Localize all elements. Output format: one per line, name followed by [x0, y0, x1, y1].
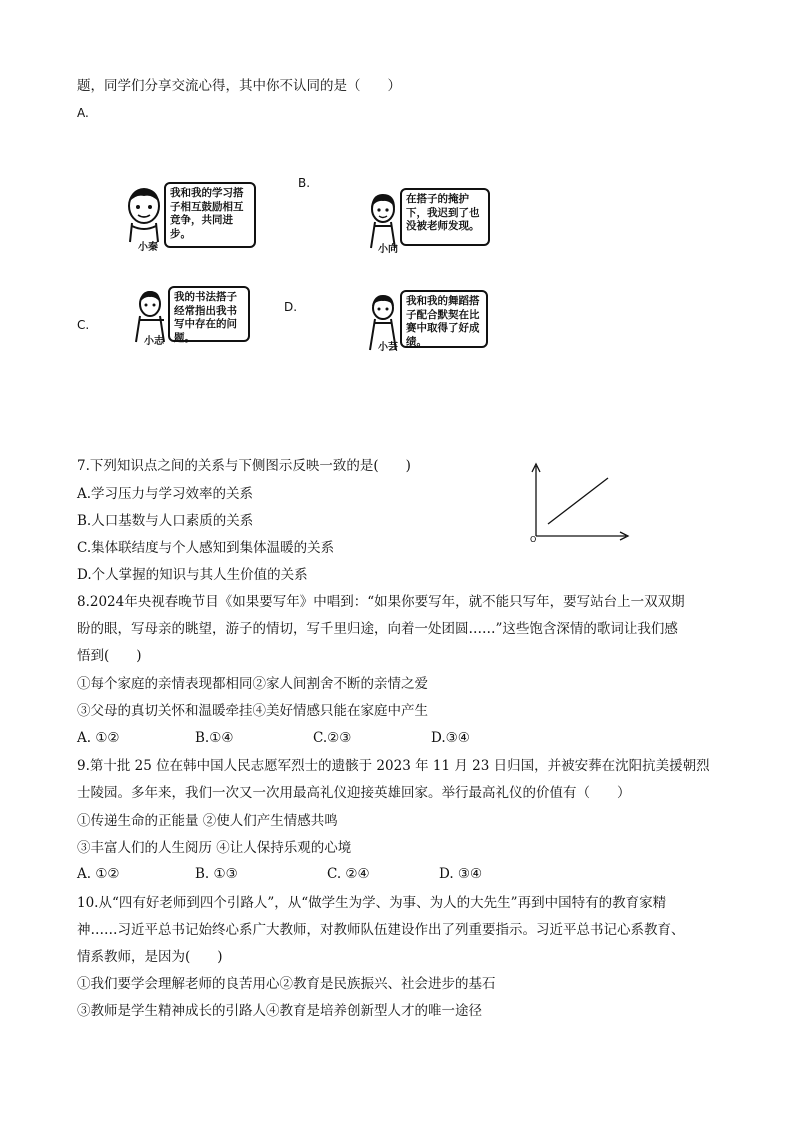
q6-panel-b — [366, 186, 496, 255]
q8-item-line-1: ①每个家庭的亲情表现都相同②家人间割舍不断的亲情之爱 — [77, 676, 428, 692]
q7-option-b: B.人口基数与人口素质的关系 — [77, 513, 254, 529]
q6-panel-d — [366, 290, 492, 352]
q9-choice-b: B. ①③ — [195, 866, 238, 882]
q7-option-d: D.个人掌握的知识与其人生价值的关系 — [77, 567, 308, 583]
q6-stem-tail: 题，同学们分享交流心得，其中你不认同的是（ ） — [77, 78, 401, 94]
q9-stem-line-1: 9.第十批 25 位在韩中国人民志愿军烈士的遗骸于 2023 年 11 月 23 日归国，并被安葬在沈阳抗美援朝烈 — [77, 758, 710, 774]
q6-panel-c — [132, 286, 256, 346]
q10-item-line-2: ③教师是学生精神成长的引路人④教育是培养创新型人才的唯一途径 — [77, 1003, 482, 1019]
q8-stem-line-2: 盼的眼，写母亲的眺望，游子的情切，写千里归途，向着一处团圆……”这些饱含深情的歌词让我们感 — [77, 621, 678, 637]
q6-panel-c-name: 小志 — [144, 336, 164, 347]
q8-item-line-2: ③父母的真切关怀和温暖牵挂④美好情感只能在家庭中产生 — [77, 703, 428, 719]
q8-choice-c: C.②③ — [313, 730, 352, 746]
q10-stem-line-2: 神……习近平总书记始终心系广大教师，对教师队伍建设作出了列重要指示。习近平总书记心系教育、 — [77, 922, 685, 938]
q7-graph-line — [548, 478, 608, 524]
q9-item-line-1: ①传递生命的正能量 ②使人们产生情感共鸣 — [77, 813, 338, 829]
q7-stem: 7.下列知识点之间的关系与下侧图示反映一致的是( ) — [77, 458, 411, 474]
q6-option-d-label: D. — [284, 300, 298, 314]
q6-panel-d-speech: 我和我的舞蹈搭子配合默契在比赛中取得了好成绩。 — [400, 290, 488, 348]
q6-panel-b-name: 小向 — [378, 244, 398, 255]
q6-option-c-label: C. — [77, 318, 90, 332]
q8-stem-line-3: 悟到( ) — [77, 648, 142, 664]
q6-panel-a-name: 小秦 — [138, 242, 158, 253]
q9-stem-line-2: 士陵园。多年来，我们一次又一次用最高礼仪迎接英雄回家。举行最高礼仪的价值有（ ） — [77, 785, 631, 801]
q6-panel-d-name: 小芸 — [378, 342, 398, 353]
q8-choice-d: D.③④ — [431, 730, 470, 746]
q6-option-a-label: A. — [77, 106, 89, 120]
q8-choice-b: B.①④ — [195, 730, 234, 746]
q6-panel-b-speech: 在搭子的掩护下，我迟到了也没被老师发现。 — [400, 188, 490, 246]
q8-choice-a: A. ①② — [77, 730, 120, 746]
q6-panel-a-speech: 我和我的学习搭子相互鼓励相互竞争，共同进步。 — [164, 182, 256, 248]
q10-stem-line-3: 情系教师，是因为( ) — [77, 949, 223, 965]
q7-option-a: A.学习压力与学习效率的关系 — [77, 486, 254, 502]
q9-item-line-2: ③丰富人们的人生阅历 ④让人保持乐观的心境 — [77, 840, 352, 856]
q9-choice-d: D. ③④ — [439, 866, 483, 882]
q9-choice-c: C. ②④ — [327, 866, 370, 882]
q10-stem-line-1: 10.从“四有好老师到四个引路人”，从“做学生为学、为事、为人的大先生”再到中国特有的教育家精 — [77, 895, 667, 911]
q6-option-b-label: B. — [298, 176, 311, 190]
boy-cartoon-icon — [124, 186, 164, 242]
q7-graph — [526, 460, 636, 550]
q9-choice-a: A. ①② — [77, 866, 120, 882]
q7-graph-origin: O — [530, 535, 537, 544]
q8-stem-line-1: 8.2024年央视春晚节目《如果要写年》中唱到：“如果你要写年，就不能只写年，要写站台上一双双期 — [77, 594, 685, 610]
q6-panel-c-speech: 我的书法搭子经常指出我书写中存在的问题。 — [168, 286, 250, 342]
q6-panel-a — [124, 180, 264, 252]
q10-item-line-1: ①我们要学会理解老师的良苦用心②教育是民族振兴、社会进步的基石 — [77, 976, 496, 992]
q7-option-c: C.集体联结度与个人感知到集体温暖的关系 — [77, 540, 335, 556]
